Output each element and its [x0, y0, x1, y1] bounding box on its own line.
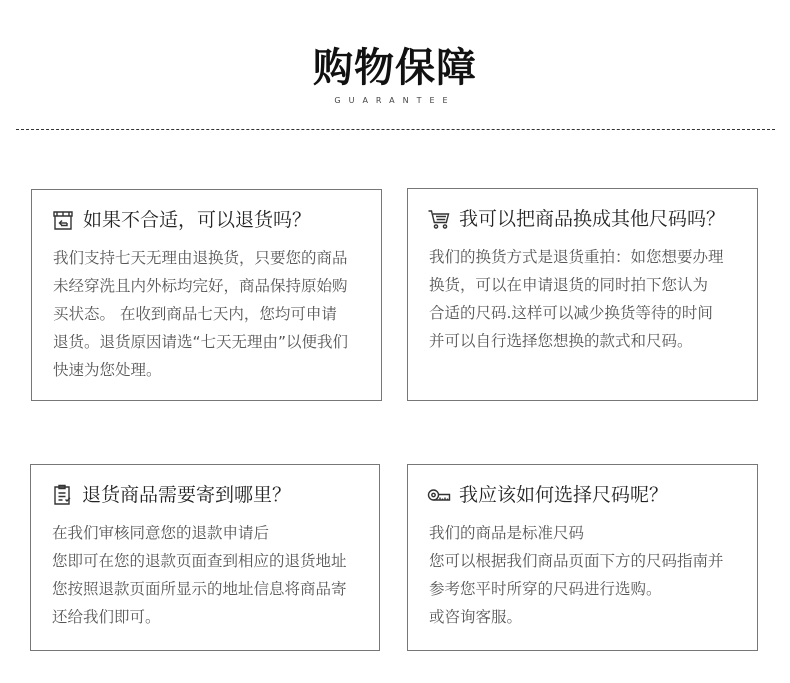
faq-card-line: 并可以自行选择您想换的款式和尺码。: [429, 332, 693, 350]
clipboard-icon: [50, 483, 82, 507]
faq-card-header: [427, 481, 668, 509]
faq-card-line: 我们的商品是标准尺码: [429, 524, 585, 542]
faq-card-line: 您可以根据我们商品页面下方的尺码指南并: [429, 552, 724, 570]
faq-card-line: 合适的尺码.这样可以减少换货等待的时间: [429, 304, 713, 322]
faq-card-body: [429, 243, 743, 355]
faq-card-line: 参考您平时所穿的尺码进行选购。: [429, 580, 662, 598]
faq-card-header: [50, 481, 291, 509]
faq-card-header: [51, 206, 311, 234]
faq-card-line: 您即可在您的退款页面查到相应的退货地址: [52, 552, 347, 570]
faq-card-title: 我可以把商品换成其他尺码吗？: [459, 208, 726, 230]
faq-card-line: 我们的换货方式是退货重拍：如您想要办理: [429, 248, 724, 266]
faq-card-line: 或咨询客服。: [429, 608, 523, 626]
faq-card-size: [407, 464, 758, 651]
faq-card-title: 如果不合适，可以退货吗？: [83, 209, 312, 231]
page-title: 购物保障: [313, 45, 477, 91]
return-shop-icon: [51, 208, 83, 232]
page-subtitle: GUARANTEE: [334, 96, 456, 105]
faq-card-header: [427, 205, 725, 233]
faq-card-line: 还给我们即可。: [52, 608, 161, 626]
faq-card-line: 换货，可以在申请退货的同时拍下您认为: [429, 276, 709, 294]
faq-card-title: 我应该如何选择尺码呢？: [459, 484, 669, 506]
faq-card-line: 在我们审核同意您的退款申请后: [52, 524, 270, 542]
faq-card-line: 您按照退款页面所显示的地址信息将商品寄: [52, 580, 347, 598]
faq-card-line: 买状态。 在收到商品七天内，您均可申请: [53, 305, 337, 323]
faq-card-body: [429, 519, 743, 631]
shopping-cart-icon: [427, 207, 459, 231]
tape-measure-icon: [427, 483, 459, 507]
dashed-divider: [16, 129, 775, 130]
faq-card-title: 退货商品需要寄到哪里？: [82, 484, 292, 506]
faq-card-body: [52, 519, 365, 631]
faq-card-body: [53, 244, 367, 384]
faq-card-return-address: [30, 464, 380, 651]
faq-card-exchange: [407, 188, 758, 401]
faq-card-return: [31, 189, 382, 401]
faq-card-line: 我们支持七天无理由退换货，只要您的商品: [53, 249, 348, 267]
faq-card-line: 退货。退货原因请选“七天无理由”以便我们: [53, 333, 349, 351]
faq-card-line: 未经穿洗且内外标均完好，商品保持原始购: [53, 277, 348, 295]
faq-card-line: 快速为您处理。: [53, 361, 162, 379]
